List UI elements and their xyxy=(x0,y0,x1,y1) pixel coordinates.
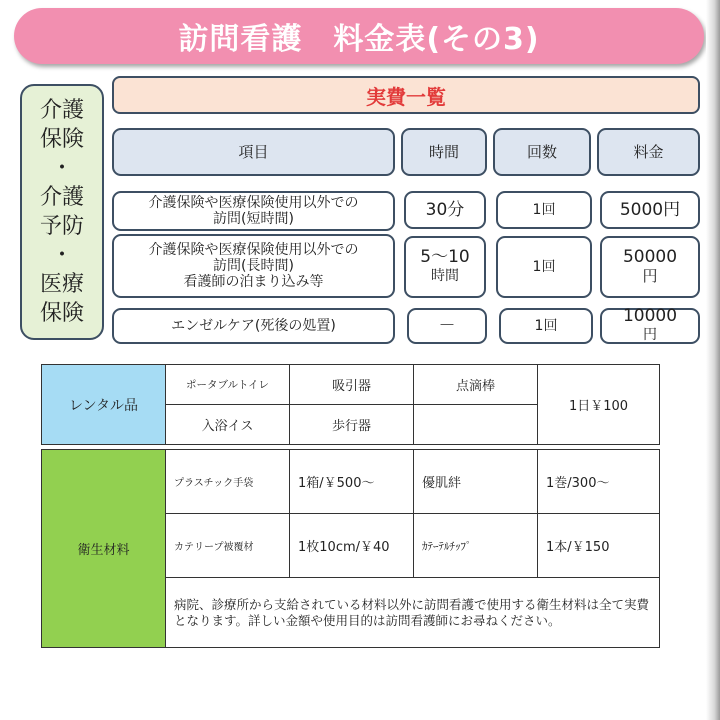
fee-row-item: エンゼルケア(死後の処置) xyxy=(112,308,395,344)
fee-row-fee-line: 50000 xyxy=(622,247,678,267)
rental-item: ポータブルトイレ xyxy=(166,365,290,405)
rental-item: 歩行器 xyxy=(290,405,414,445)
hygiene-item: カテリープ被覆材 xyxy=(166,514,290,578)
hygiene-category: 衛生材料 xyxy=(42,450,166,648)
fee-row-count: 1回 xyxy=(496,191,592,229)
rental-item: 吸引器 xyxy=(290,365,414,405)
fee-row-count: 1回 xyxy=(496,236,592,298)
fee-row-fee xyxy=(600,236,700,298)
hygiene-note: 病院、診療所から支給されている材料以外に訪問看護で使用する衛生材料は全て実費となります。詳しい金額や使用目的は訪問看護師にお尋ねください。 xyxy=(166,578,660,648)
fee-row-fee-line: 10000 xyxy=(622,306,678,326)
side-label-line: 介護 xyxy=(39,185,84,210)
rental-table xyxy=(41,364,660,445)
section-title: 実費一覧 xyxy=(112,76,700,114)
rental-price: 1日￥100 xyxy=(538,365,660,445)
fee-row-item xyxy=(112,191,395,231)
fee-row-time xyxy=(404,236,486,298)
page-edge-shadow xyxy=(706,0,720,720)
rental-item: 入浴イス xyxy=(166,405,290,445)
title-banner xyxy=(14,8,704,64)
side-label-line: 介護 xyxy=(39,98,84,123)
fee-row-item-line: 訪問(短時間) xyxy=(213,211,294,227)
hygiene-price: 1枚10cm/￥40 xyxy=(290,514,414,578)
hygiene-price: 1本/￥150 xyxy=(538,514,660,578)
side-label-line: 保険 xyxy=(39,301,84,326)
hygiene-price: 1箱/￥500～ xyxy=(290,450,414,514)
fee-row-count: 1回 xyxy=(499,308,593,344)
fee-row-time-line: 5～10 xyxy=(420,247,470,267)
fee-row-item-line: 介護保険や医療保険使用以外での xyxy=(148,195,359,211)
side-label-line: 保険 xyxy=(39,127,84,152)
header-fee: 料金 xyxy=(597,128,700,176)
fee-row-item-line: 介護保険や医療保険使用以外での xyxy=(148,242,359,258)
fee-row-fee xyxy=(600,308,700,344)
hygiene-item: 優肌絆 xyxy=(414,450,538,514)
hygiene-price: 1巻/300～ xyxy=(538,450,660,514)
fee-row-fee-line: 円 xyxy=(643,327,657,343)
fee-row-time-line: 時間 xyxy=(430,268,459,284)
side-label-line: 予防 xyxy=(39,214,84,239)
fee-row-item-line: 看護師の泊まり込み等 xyxy=(183,274,324,290)
fee-row-time: 30分 xyxy=(404,191,486,229)
fee-row-item-line: 訪問(長時間) xyxy=(213,258,294,274)
fee-row-fee: 5000円 xyxy=(600,191,700,229)
fee-row-item xyxy=(112,234,395,298)
header-count: 回数 xyxy=(493,128,591,176)
hygiene-item: ｶﾃｰﾃﾙﾁｯﾌﾟ xyxy=(414,514,538,578)
hygiene-item: プラスチック手袋 xyxy=(166,450,290,514)
hygiene-table xyxy=(41,449,660,648)
header-item: 項目 xyxy=(112,128,395,176)
side-label-line: 医療 xyxy=(39,272,84,297)
side-label-line: ・ xyxy=(50,156,73,181)
table-row xyxy=(42,365,660,405)
table-row xyxy=(42,450,660,514)
rental-item xyxy=(414,405,538,445)
rental-category: レンタル品 xyxy=(42,365,166,445)
insurance-type-label xyxy=(20,84,104,340)
fee-row-fee-line: 円 xyxy=(642,267,658,285)
fee-row-time: － xyxy=(407,308,487,344)
side-label-line: ・ xyxy=(50,243,73,268)
header-time: 時間 xyxy=(401,128,487,176)
rental-item: 点滴棒 xyxy=(414,365,538,405)
page-title: 訪問看護 料金表(その3) xyxy=(178,22,540,57)
